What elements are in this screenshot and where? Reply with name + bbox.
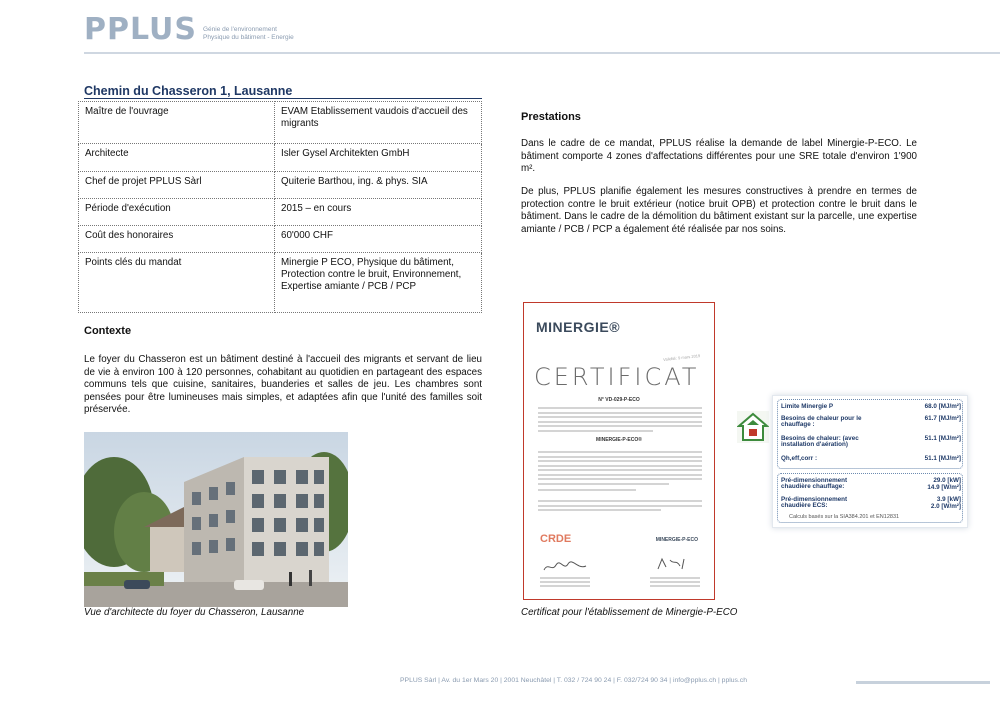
tagline-line-2: Physique du bâtiment - Energie	[203, 34, 294, 41]
value-number: 14.9 [W/m²]	[927, 484, 961, 491]
value-label: Pré-dimensionnement chaudière chauffage:	[781, 477, 848, 491]
tagline-line-1: Génie de l'environnement	[203, 26, 277, 33]
logo-wordmark: PPLUS	[84, 12, 197, 47]
table-row	[79, 226, 482, 253]
row-label: Période d'exécution	[79, 199, 275, 226]
value-row	[781, 416, 871, 429]
table-row	[79, 253, 482, 313]
row-value: Minergie P ECO, Physique du bâtiment, Protection contre le bruit, Environnement, Expertise amiante / PCB / PCP	[275, 253, 482, 313]
values-note: Calculs basés sur la SIA384.201 et EN12831	[789, 514, 900, 520]
title-rule	[84, 98, 482, 99]
minergie-certificate	[523, 302, 715, 600]
footer-rule	[856, 681, 990, 684]
row-label: Points clés du mandat	[79, 253, 275, 313]
value-number: 51.1 [MJ/m²]	[924, 435, 961, 442]
certificate-mark: MINERGIE-P-ECO	[655, 537, 698, 543]
building-image	[84, 432, 348, 607]
company-logo	[84, 12, 294, 47]
prestations-heading: Prestations	[521, 111, 581, 123]
row-label: Coût des honoraires	[79, 226, 275, 253]
certificate-label: MINERGIE-P-ECO®	[596, 437, 642, 443]
context-heading: Contexte	[84, 325, 132, 337]
value-label: Besoins de chaleur pour le chauffage :	[781, 415, 862, 429]
certificate-body-text	[538, 451, 702, 487]
context-text: Le foyer du Chasseron est un bâtiment destiné à l'accueil des migrants et servant de lieu de vie à environ 100 à 120 personnes, cohabitant au quotidien en partageant des espaces communs tels que cuisine, sanitaires, buanderies et salles de jeu. Les chambres sont pensées pour être lumineuses mais simples, et adaptées afin que l'unité des familles soit préservée.	[84, 354, 482, 416]
value-number: 2.0 [W/m²]	[930, 503, 961, 510]
crde-logo: CRDE	[540, 533, 572, 545]
row-label: Maître de l'ouvrage	[79, 102, 275, 144]
row-value: 60'000 CHF	[275, 226, 482, 253]
table-row	[79, 172, 482, 199]
value-number: 61.7 [MJ/m²]	[924, 415, 961, 422]
value-row	[781, 436, 893, 449]
page-footer: PPLUS Sàrl | Av. du 1er Mars 20 | 2001 Neuchâtel | T. 032 / 724 90 24 | F. 032/724 90 34 | info@pplus.ch | pplus.ch	[400, 677, 747, 684]
row-value: 2015 – en cours	[275, 199, 482, 226]
table-row	[79, 144, 482, 172]
signature-left-text	[540, 577, 590, 589]
image-caption: Vue d'architecte du foyer du Chasseron, Lausanne	[84, 607, 305, 618]
value-label: Besoins de chaleur: (avec installation d'aération)	[781, 435, 859, 449]
certificate-validity: Validité: 9 mars 2019	[662, 353, 701, 362]
certificate-logo: MINERGIE®	[536, 319, 621, 335]
certificate-number: N° VD-029-P-ECO	[598, 397, 640, 403]
project-info-table	[78, 101, 482, 313]
value-label: Pré-dimensionnement chaudière ECS:	[781, 496, 848, 510]
certificate-body-text-2	[538, 489, 702, 514]
logo-tagline	[203, 26, 294, 44]
value-label: Limite Minergie P	[781, 403, 834, 410]
value-number: 29.0 [kW]	[933, 477, 961, 484]
row-value: Isler Gysel Architekten GmbH	[275, 144, 482, 172]
energy-values-panel	[772, 395, 968, 528]
signature-left	[542, 561, 592, 573]
value-row	[781, 478, 873, 491]
row-label: Chef de projet PPLUS Sàrl	[79, 172, 275, 199]
project-title: Chemin du Chasseron 1, Lausanne	[84, 84, 293, 98]
header-rule	[84, 52, 1000, 54]
prestations-para-2: De plus, PPLUS planifie également les mesures constructives à prendre en termes de protection contre le bruit extérieur (notice bruit OPB) et protection contre le bruit dans le bâtiment. Dans le cadre de la démolition du bâtiment existant sur la parcelle, une expertise amiante / PCB / PCP a également été réalisée par nos soins.	[521, 186, 917, 235]
certificate-title: CERTIFICAT	[534, 363, 700, 391]
value-number: 68.0 [MJ/m²]	[924, 403, 961, 410]
value-number: 51.1 [MJ/m²]	[924, 455, 961, 462]
row-value: Quiterie Barthou, ing. & phys. SIA	[275, 172, 482, 199]
signature-right-text	[650, 577, 700, 589]
value-number: 3.9 [kW]	[936, 496, 961, 503]
signature-right	[654, 557, 694, 571]
prestations-para-1: Dans le cadre de ce mandat, PPLUS réalise la demande de label Minergie-P-ECO. Le bâtiment comporte 4 zones d'affectations différentes pour une SRE totale d'environ 1'900 m².	[521, 138, 917, 175]
value-row	[781, 456, 961, 462]
value-row	[781, 497, 873, 510]
building-rendering	[84, 432, 348, 607]
value-label: Qh,eff,corr :	[781, 455, 818, 462]
table-row	[79, 102, 482, 144]
certificate-caption: Certificat pour l'établissement de Minergie-P-ECO	[521, 607, 738, 618]
row-value: EVAM Etablissement vaudois d'accueil des migrants	[275, 102, 482, 144]
value-row	[781, 404, 961, 410]
table-row	[79, 199, 482, 226]
row-label: Architecte	[79, 144, 275, 172]
minergie-house-icon	[737, 411, 769, 443]
certificate-text-block	[538, 407, 702, 434]
